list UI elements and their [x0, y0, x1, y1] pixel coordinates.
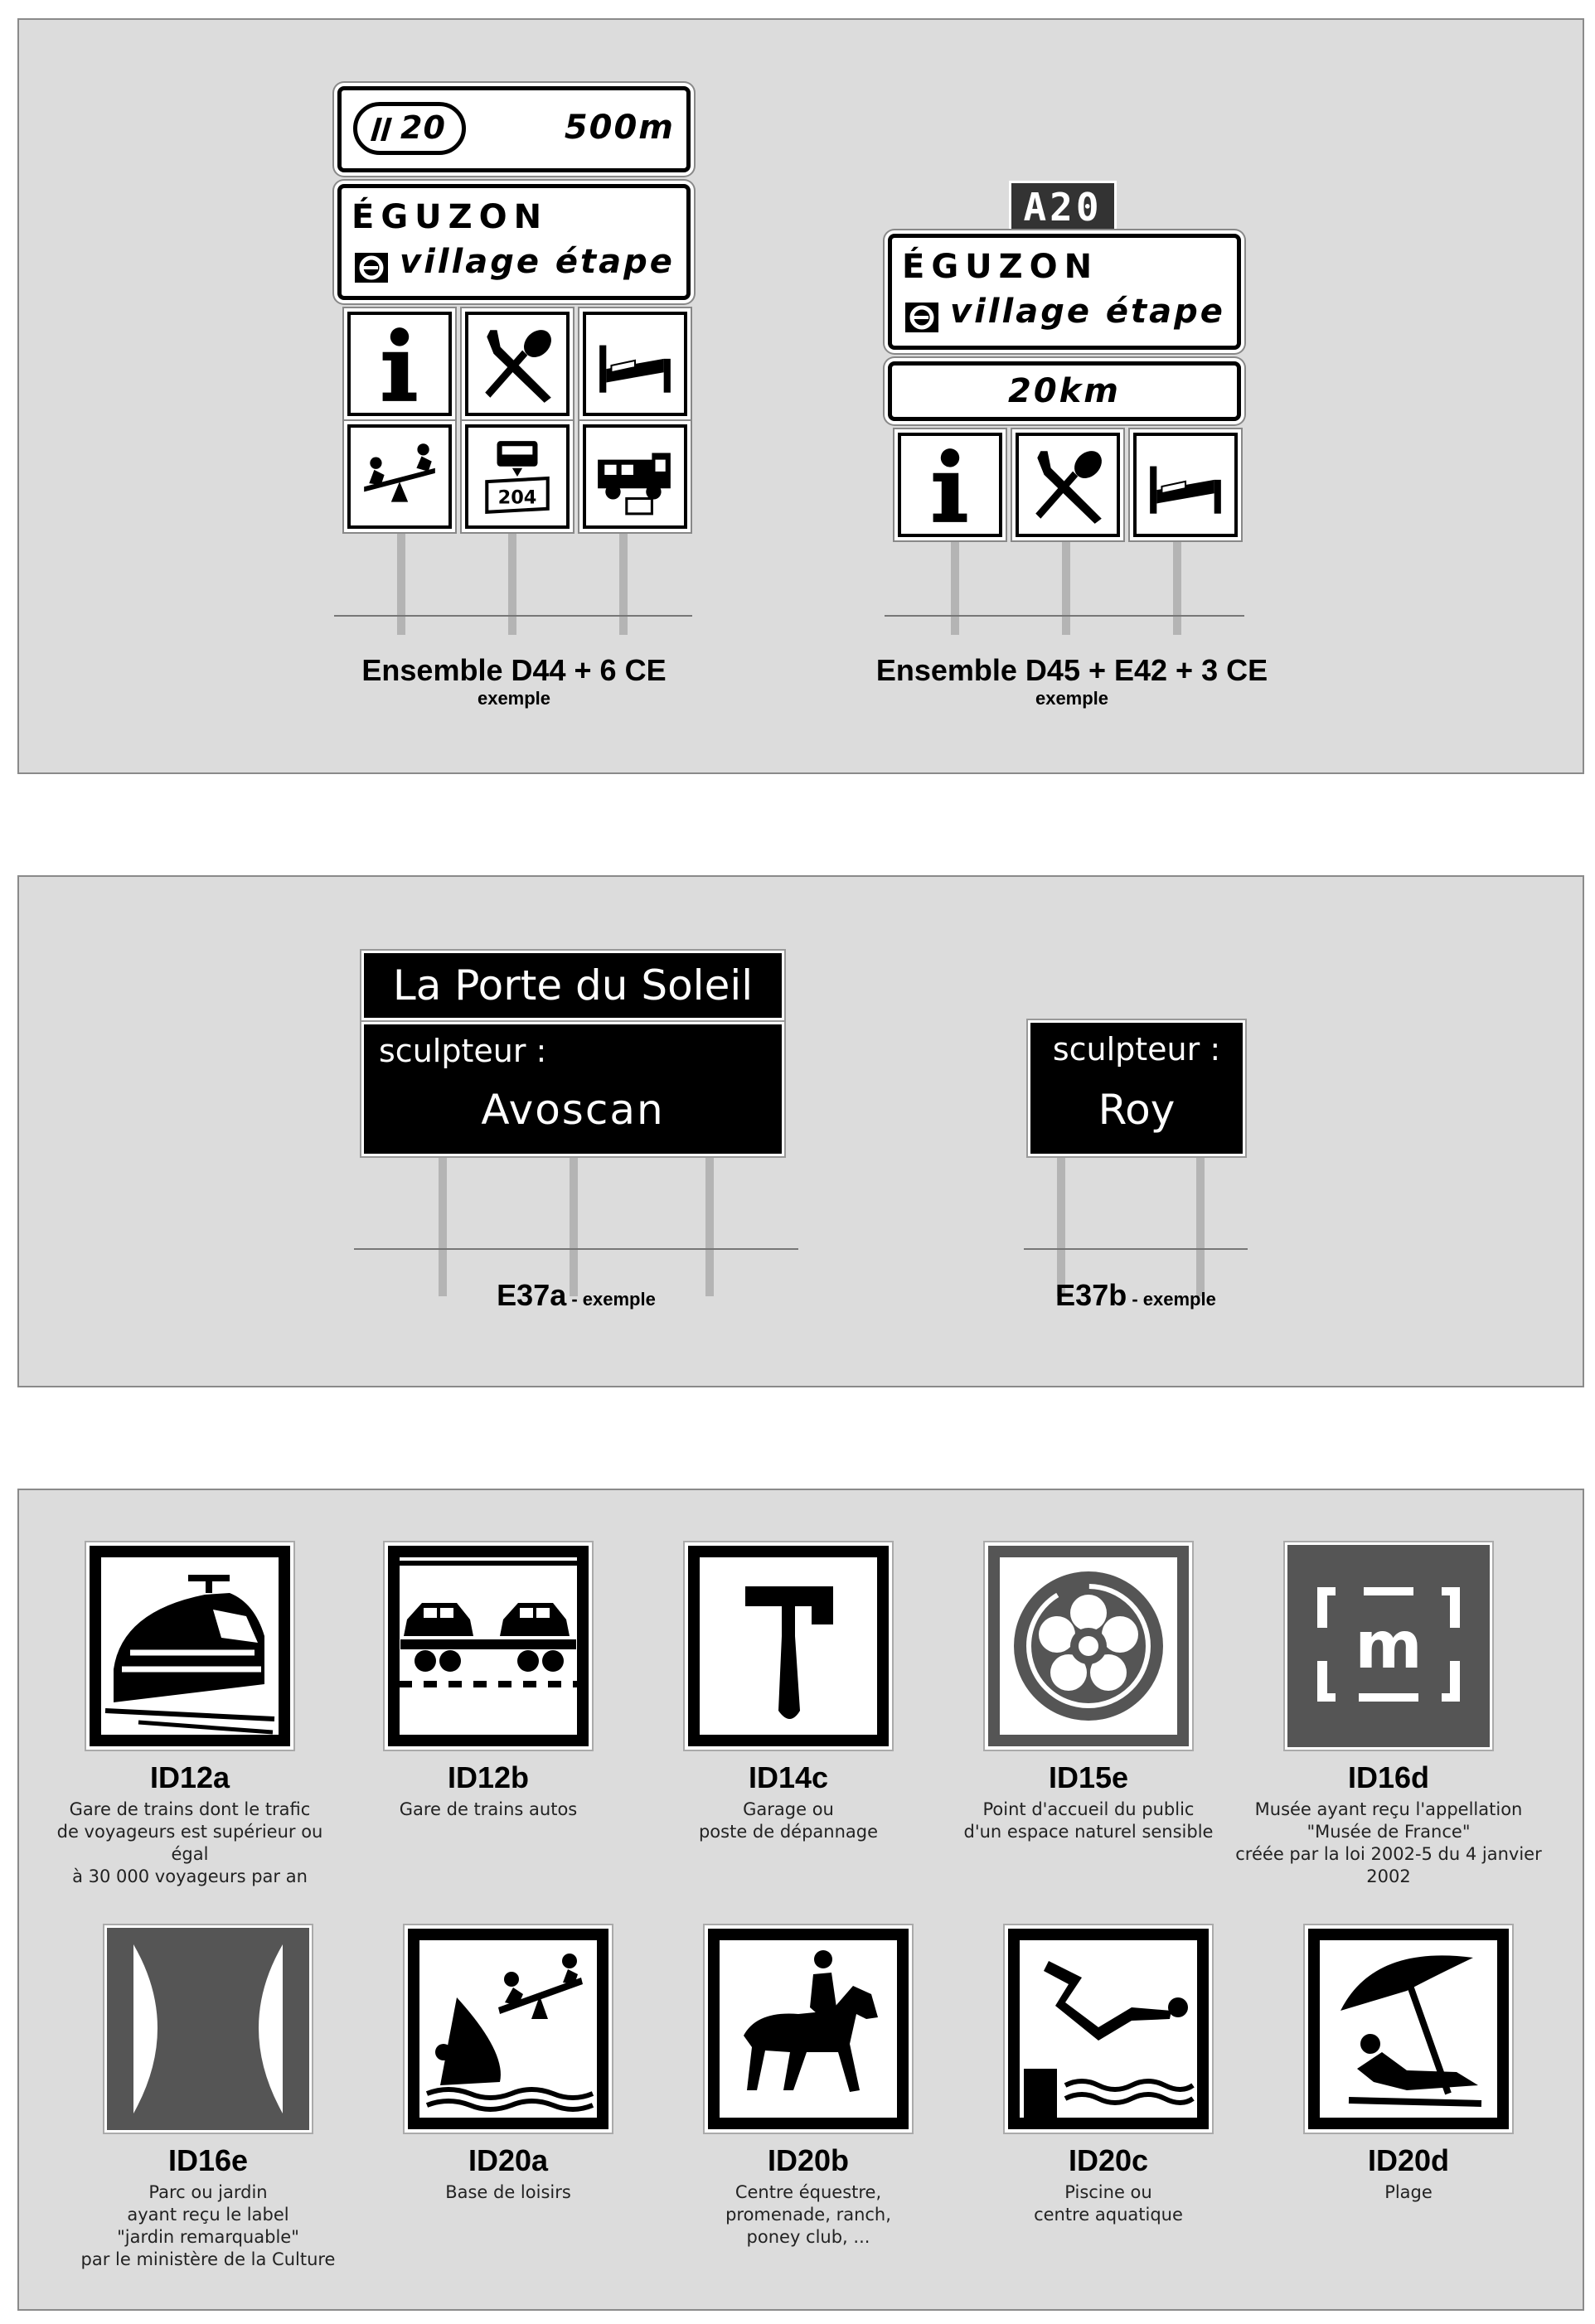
- ground-line: [354, 1248, 798, 1250]
- caption-right-sub: exemple: [1035, 688, 1109, 709]
- pole: [1062, 534, 1070, 635]
- info-icon: [908, 443, 992, 527]
- id-code: ID16e: [167, 2143, 249, 2177]
- museum-m-icon: [1287, 1545, 1490, 1747]
- ground-line: [1024, 1248, 1248, 1250]
- pole: [1057, 1152, 1065, 1296]
- pole: [619, 517, 628, 635]
- village-etape-logo-icon: [353, 249, 390, 286]
- e37a-code: E37a: [497, 1278, 567, 1312]
- id20b-sign: [707, 1928, 909, 2130]
- pole: [1196, 1152, 1205, 1296]
- distance-sign: [888, 361, 1241, 421]
- caption-left: Ensemble D44 + 6 CE: [361, 653, 667, 687]
- pole: [397, 517, 405, 635]
- ce-info-sign: [347, 312, 452, 416]
- ground-line: [885, 615, 1244, 617]
- pole: [705, 1152, 714, 1296]
- e37a-name: Avoscan: [481, 1086, 665, 1134]
- caption-left-sub: exemple: [477, 688, 551, 709]
- id-code: ID12a: [149, 1760, 230, 1794]
- id20d-sign: [1307, 1928, 1510, 2130]
- id12a-sign: [89, 1545, 291, 1747]
- e37a-author-panel: [364, 1024, 782, 1154]
- village-etape-logo-icon: [904, 299, 940, 336]
- town-sign: [337, 184, 691, 300]
- bed-icon: [1143, 443, 1228, 527]
- e37b-caption: [974, 1278, 1297, 1313]
- bed-icon: [593, 322, 677, 406]
- svg-text:204: 204: [497, 487, 537, 509]
- id16d-sign: [1287, 1545, 1490, 1747]
- distance-text: 500m: [564, 109, 675, 147]
- id-code: ID16d: [1347, 1760, 1430, 1794]
- distance-text: 20km: [1008, 372, 1121, 410]
- motorway-cartouche: [1009, 181, 1117, 234]
- town-name: ÉGUZON: [902, 248, 1099, 286]
- pole: [508, 517, 516, 635]
- e37a-role: sculpteur :: [379, 1033, 547, 1069]
- leisure-icon: [407, 1928, 609, 2130]
- pole: [570, 1152, 578, 1296]
- id12b-sign: [387, 1545, 589, 1747]
- e37a-caption: [354, 1278, 798, 1313]
- id20c-sign: [1007, 1928, 1210, 2130]
- ground-line: [334, 615, 692, 617]
- e37b-panel: [1030, 1023, 1243, 1154]
- town-sign: [888, 234, 1241, 350]
- wrench-icon: [687, 1545, 890, 1747]
- ce-parking-sign: [465, 424, 570, 529]
- id-description: Plage: [1384, 2182, 1433, 2202]
- pole: [1173, 534, 1181, 635]
- ce-hotel-sign: [1133, 433, 1238, 537]
- ce-info-sign: [898, 433, 1002, 537]
- id-description: Garage ou poste de dépannage: [698, 1799, 879, 1842]
- village-etape-label: village étape: [400, 243, 675, 281]
- id-code: ID20b: [767, 2143, 850, 2177]
- id-code: ID14c: [748, 1760, 829, 1794]
- swimmer-icon: [1007, 1928, 1210, 2130]
- id-description: Parc ou jardin ayant reçu le label "jardin remarquable" par le ministère de la Culture: [80, 2182, 336, 2269]
- ce-restaurant-sign: [1016, 433, 1120, 537]
- seesaw-icon: [357, 434, 442, 519]
- e37a-title: La Porte du Soleil: [392, 961, 754, 1009]
- fork-knife-icon: [475, 322, 560, 406]
- garden-icon: [107, 1928, 309, 2130]
- id-code: ID15e: [1048, 1760, 1129, 1794]
- horse-icon: [707, 1928, 909, 2130]
- car-park-icon: [475, 434, 560, 519]
- id-code: ID12b: [447, 1760, 530, 1794]
- camping-car-icon: [593, 434, 677, 519]
- id-description: Centre équestre, promenade, ranch, poney club, ...: [725, 2182, 891, 2247]
- id14c-sign: [687, 1545, 890, 1747]
- caption-right: Ensemble D45 + E42 + 3 CE: [875, 653, 1268, 687]
- e37b-sub: - exemple: [1127, 1289, 1216, 1310]
- route-distance-sign: [337, 86, 691, 172]
- car-train-icon: [387, 1545, 589, 1747]
- pole: [951, 534, 959, 635]
- id16e-sign: [107, 1928, 309, 2130]
- e37b-role: sculpteur :: [1052, 1031, 1221, 1068]
- ce-camping-car-sign: [583, 424, 687, 529]
- e37a-sub: - exemple: [566, 1289, 656, 1310]
- id-description: Gare de trains dont le trafic de voyageurs est supérieur ou égal à 30 000 voyageurs par an: [56, 1799, 323, 1886]
- train-icon: [89, 1545, 291, 1747]
- route-number: 20: [400, 109, 446, 146]
- id-description: Base de loisirs: [445, 2182, 571, 2202]
- motorway-icon: [367, 116, 395, 143]
- route-cartouche: [353, 102, 466, 155]
- info-icon: [357, 322, 442, 406]
- ce-hotel-sign: [583, 312, 687, 416]
- e37b-code: E37b: [1055, 1278, 1127, 1312]
- panel-id-signs: [17, 1489, 1584, 2311]
- e37b-name: Roy: [1098, 1086, 1176, 1134]
- ce-restaurant-sign: [465, 312, 570, 416]
- ce-playground-sign: [347, 424, 452, 529]
- id-description: Piscine ou centre aquatique: [1034, 2182, 1183, 2225]
- svg-text:m: m: [1355, 1609, 1423, 1683]
- flower-icon: [987, 1545, 1190, 1747]
- id20a-sign: [407, 1928, 609, 2130]
- panel-e37: [17, 875, 1584, 1387]
- village-etape-label: village étape: [950, 293, 1225, 331]
- id15e-sign: [987, 1545, 1190, 1747]
- id-description: Point d'accueil du public d'un espace naturel sensible: [963, 1799, 1214, 1842]
- id-code: ID20a: [468, 2143, 549, 2177]
- cartouche-text: A20: [1023, 185, 1103, 230]
- id-code: ID20d: [1367, 2143, 1450, 2177]
- fork-knife-icon: [1025, 443, 1110, 527]
- e37a-title-panel: [364, 953, 782, 1018]
- id-description: Gare de trains autos: [399, 1799, 578, 1819]
- pole: [439, 1152, 447, 1296]
- id-description: Musée ayant reçu l'appellation "Musée de France" créée par la loi 2002-5 du 4 janvier 2002: [1235, 1799, 1542, 1886]
- town-name: ÉGUZON: [351, 198, 549, 236]
- id-code: ID20c: [1068, 2143, 1149, 2177]
- panel-ensembles: [17, 18, 1584, 774]
- beach-icon: [1307, 1928, 1510, 2130]
